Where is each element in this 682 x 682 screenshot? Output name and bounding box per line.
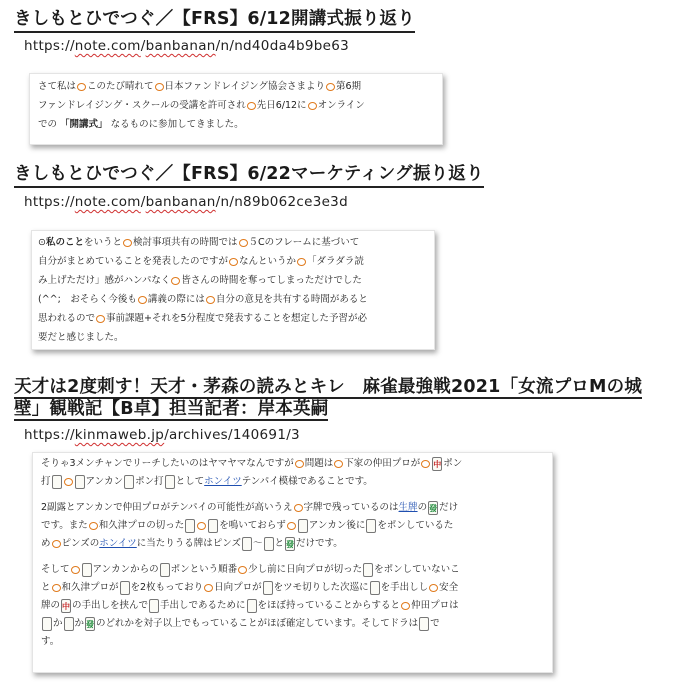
circle-mark-icon bbox=[52, 540, 61, 548]
circle-mark-icon bbox=[421, 460, 430, 468]
text: を鳴いておらず bbox=[219, 520, 286, 531]
circle-mark-icon bbox=[206, 296, 215, 304]
circle-mark-icon bbox=[71, 566, 80, 574]
url-scheme: https:// bbox=[24, 194, 75, 210]
text: のどれかを対子以上でもっていることがほぼ確定しています。そしてドラは bbox=[96, 618, 419, 629]
text: ⊙ bbox=[38, 237, 46, 248]
mahjong-tile-sou-icon bbox=[185, 519, 195, 533]
text: テンパイ模様であることです。 bbox=[241, 476, 373, 487]
text: す。 bbox=[41, 636, 60, 647]
mahjong-tile-sou-icon bbox=[419, 617, 429, 631]
text: なんというか bbox=[239, 256, 297, 267]
text: だけです。 bbox=[296, 538, 343, 549]
shonpai-link[interactable]: 生牌 bbox=[398, 502, 418, 513]
mahjong-tile-sou-icon bbox=[52, 475, 62, 489]
mahjong-tile-hatsu-icon: 發 bbox=[428, 501, 438, 515]
url-user: banbanan bbox=[145, 38, 216, 54]
mahjong-tile-hatsu-icon: 發 bbox=[85, 617, 95, 631]
text: 和久津プロの切った bbox=[98, 520, 185, 531]
circle-mark-icon bbox=[247, 102, 256, 110]
text: 問題は bbox=[304, 458, 334, 469]
circle-mark-icon bbox=[123, 239, 132, 247]
text: での bbox=[38, 119, 58, 130]
text: か bbox=[74, 618, 85, 629]
mahjong-tile-pin-icon bbox=[366, 519, 376, 533]
text: そして bbox=[41, 564, 70, 575]
circle-mark-icon bbox=[96, 315, 105, 323]
text: をほぼ持っていることからすると bbox=[257, 600, 401, 611]
text: の bbox=[417, 502, 428, 513]
text: 字牌で残っているのは bbox=[303, 502, 399, 513]
text: か bbox=[53, 618, 63, 629]
circle-mark-icon bbox=[238, 566, 247, 574]
mahjong-tile-sou-icon bbox=[120, 581, 130, 595]
text: を手出しし bbox=[380, 582, 429, 593]
circle-mark-icon bbox=[295, 460, 304, 468]
circle-mark-icon bbox=[52, 584, 61, 592]
text: 和久津プロが bbox=[61, 582, 119, 593]
text: 下家の仲田プロが bbox=[344, 458, 421, 469]
text: をポンしているた bbox=[377, 520, 454, 531]
text: の手出しを挟んで bbox=[72, 600, 149, 611]
text: み上げただけ」感がハンパなく bbox=[38, 275, 171, 286]
url-user: banbanan bbox=[145, 194, 216, 210]
text: 要だと感じました。 bbox=[38, 332, 124, 343]
text: 第6期 bbox=[335, 81, 361, 92]
url-slash: / bbox=[140, 38, 146, 54]
text: 自分がまとめていることを発表したのですが bbox=[38, 256, 229, 267]
url-scheme: https:// bbox=[24, 38, 75, 54]
circle-mark-icon bbox=[197, 522, 206, 530]
entry-title bbox=[14, 376, 654, 421]
circle-mark-icon bbox=[287, 522, 296, 530]
text: ポン打 bbox=[135, 476, 164, 487]
text: をいうと bbox=[83, 237, 122, 248]
text: アンカンからの bbox=[92, 564, 159, 575]
text: として bbox=[175, 476, 205, 487]
mahjong-tile-sou-icon bbox=[247, 599, 257, 613]
bold-text: 「開講式」 bbox=[60, 119, 108, 130]
entry-url[interactable] bbox=[24, 38, 349, 54]
mahjong-tile-sou-icon bbox=[208, 519, 218, 533]
url-scheme: https:// bbox=[24, 427, 75, 443]
text: だけ bbox=[439, 502, 459, 513]
text: 打 bbox=[41, 476, 51, 487]
mahjong-tile-hatsu-icon: 發 bbox=[285, 537, 295, 551]
text: 少し前に日向プロが切った bbox=[248, 564, 363, 575]
honitsu-link[interactable]: ホンイツ bbox=[204, 476, 242, 487]
honitsu-link[interactable]: ホンイツ bbox=[99, 538, 137, 549]
mahjong-tile-chun-icon: 中 bbox=[61, 599, 71, 613]
circle-mark-icon bbox=[297, 258, 306, 266]
text: (^^; おそらく今後も bbox=[38, 294, 137, 305]
circle-mark-icon bbox=[229, 258, 238, 266]
circle-mark-icon bbox=[239, 239, 248, 247]
circle-mark-icon bbox=[64, 478, 73, 486]
text: ファンドレイジング・スクールの受講を許可され bbox=[38, 100, 246, 111]
mahjong-tile-pin-icon bbox=[160, 563, 170, 577]
quote-card bbox=[32, 452, 553, 673]
text: 2副露とアンカンで仲田プロがテンパイの可能性が高いうえ bbox=[41, 502, 293, 513]
text: をポンしていないこ bbox=[374, 564, 460, 575]
text: オンライン bbox=[317, 100, 365, 111]
mahjong-tile-pin-icon bbox=[75, 475, 85, 489]
mahjong-tile-pin-icon bbox=[82, 563, 92, 577]
mahjong-tile-sou-icon bbox=[363, 563, 373, 577]
mahjong-tile-sou-icon bbox=[42, 617, 52, 631]
text: 検討事項共有の時間では bbox=[133, 237, 238, 248]
text: を2枚もっており bbox=[130, 582, 204, 593]
mahjong-tile-blank-icon bbox=[165, 475, 175, 489]
entry-url[interactable] bbox=[24, 427, 300, 443]
circle-mark-icon bbox=[326, 83, 335, 91]
circle-mark-icon bbox=[429, 584, 438, 592]
text: アンカン bbox=[85, 476, 124, 487]
text: 自分の意見を共有する時間があると bbox=[215, 294, 368, 305]
text: アンカン後に bbox=[308, 520, 366, 531]
circle-mark-icon bbox=[155, 83, 164, 91]
text: 皆さんの時間を奪ってしまっただけでした bbox=[181, 275, 362, 286]
text: ピンズの bbox=[61, 538, 100, 549]
entry-title: きしもとひでつぐ／【FRS】6/12開講式振り返り bbox=[14, 8, 415, 33]
text: 安全 bbox=[439, 582, 459, 593]
text: をツモ切りした次巡に bbox=[273, 582, 369, 593]
url-path: /archives/140691/3 bbox=[164, 427, 300, 443]
quote-card bbox=[31, 230, 435, 350]
text: です。また bbox=[41, 520, 88, 531]
text: 「ダラダラ読 bbox=[307, 256, 364, 267]
mahjong-tile-sou-icon bbox=[263, 581, 273, 595]
text: 思われるので bbox=[38, 313, 96, 324]
mahjong-tile-pin-icon bbox=[264, 537, 274, 551]
url-host: note.com bbox=[74, 194, 141, 210]
quote-card bbox=[29, 73, 443, 145]
text: このたび晴れて bbox=[87, 81, 154, 92]
text: 牌の bbox=[41, 600, 61, 611]
text: ５Cのフレームに基づいて bbox=[248, 237, 360, 248]
circle-mark-icon bbox=[171, 277, 180, 285]
mahjong-tile-chun-icon: 中 bbox=[432, 457, 442, 471]
text: ポンという順番 bbox=[170, 564, 238, 575]
mahjong-tile-pin-icon bbox=[124, 475, 134, 489]
text: と bbox=[41, 582, 51, 593]
circle-mark-icon bbox=[77, 83, 86, 91]
text: 事前課題+それを5分程度で発表することを想定した予習が必 bbox=[106, 313, 368, 324]
text: 日向プロが bbox=[214, 582, 262, 593]
url-host: kinmaweb.jp bbox=[74, 427, 165, 443]
entry-title-text: 天才は2度刺す！天才・茅森の読みとキレ 麻雀最強戦2021「女流プロMの城壁」観戦記【B卓】担当記者：岸本英嗣 bbox=[14, 377, 643, 419]
circle-mark-icon bbox=[138, 296, 147, 304]
url-slash: / bbox=[140, 194, 146, 210]
mahjong-tile-sou-icon bbox=[149, 599, 159, 613]
text: なるものに参加してきました。 bbox=[110, 119, 244, 130]
text: ポン bbox=[443, 458, 463, 469]
text: 日本ファンドレイジング協会さまより bbox=[164, 81, 325, 92]
mahjong-tile-pin-icon bbox=[242, 537, 252, 551]
mahjong-tile-sou-icon bbox=[64, 617, 74, 631]
url-path: /n/n89b062ce3e3d bbox=[215, 194, 348, 210]
circle-mark-icon bbox=[334, 460, 343, 468]
text: め bbox=[41, 538, 51, 549]
url-host: note.com bbox=[74, 38, 141, 54]
text: 仲田プロは bbox=[411, 600, 459, 611]
circle-mark-icon bbox=[294, 504, 303, 512]
text: で bbox=[430, 618, 440, 629]
text: そりゃ3メンチャンでリーチしたいのはヤマヤマなんですが bbox=[41, 458, 294, 469]
text: 手出しであるために bbox=[160, 600, 246, 611]
text: 先日6/12に bbox=[256, 100, 307, 111]
circle-mark-icon bbox=[204, 584, 213, 592]
entry-title: きしもとひでつぐ／【FRS】6/22マーケティング振り返り bbox=[14, 163, 484, 188]
entry-url[interactable] bbox=[24, 194, 348, 210]
mahjong-tile-sou-icon bbox=[370, 581, 380, 595]
text: さて私は bbox=[38, 81, 77, 92]
circle-mark-icon bbox=[401, 602, 410, 610]
mahjong-tile-pin-icon bbox=[298, 519, 308, 533]
url-path: /n/nd40da4b9be63 bbox=[215, 38, 350, 54]
text: 講義の際には bbox=[147, 294, 205, 305]
text: と bbox=[274, 538, 285, 549]
bold-text: 私のこと bbox=[45, 237, 84, 248]
circle-mark-icon bbox=[308, 102, 317, 110]
circle-mark-icon bbox=[89, 522, 98, 530]
text: 〜 bbox=[252, 538, 263, 549]
text: に当たりうる牌はピンズ bbox=[136, 538, 241, 549]
